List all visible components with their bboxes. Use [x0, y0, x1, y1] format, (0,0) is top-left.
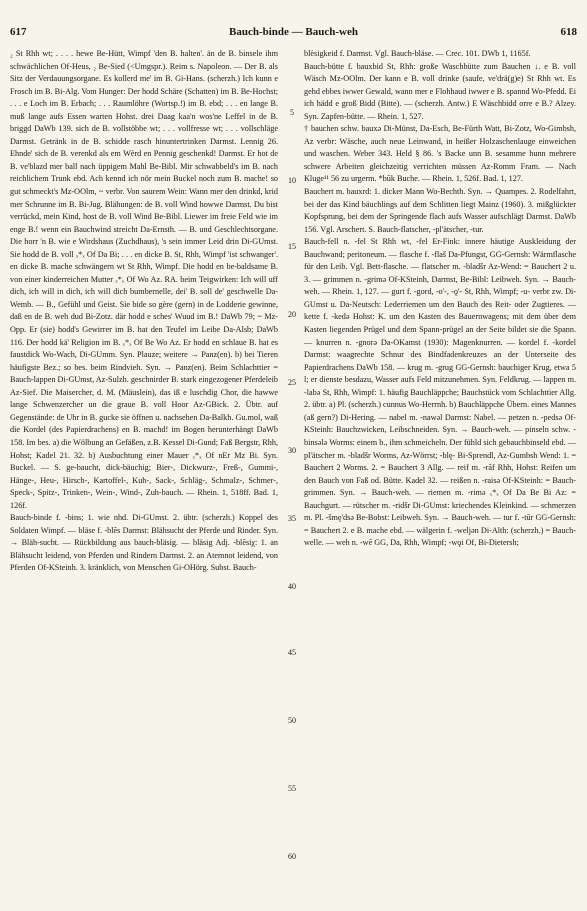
- entry-bauch-fell: Bauch-fell n. -fel St Rhh wt, -fel Er-Fink: innere häutige Auskleidung der Bauchwand; peritoneum. — flasche f. -flaš Da-Pfungst, GG-Gernsh: Wärmflasche für den Leib. Vgl. Bett-flasche. — flatscher m. -bladšr Az-Wend: = Bauchert 2 u. 3. — grimmen n. -grimə Of-KSteinh, Darmst, Be-Bibl: Leibweh. Syn. → Bauch-weh. — Rhein. 1, 127. — gurt f. -gord, -o'-, -ǫ'- St, Rhh, Wimpf; -u- verbr zw. Di-GUmst u. Da-Neutsch: Lederriemen um den Bauch des Reit- oder Zugtieres. — kette f. -kedə Hohst: K. um den Kasten des Bauernwagens; mit dem über dem Kasten liegenden Prügel und dem Spann-prügel an der Seite bildet sie die Spann. — knurren n. -gnorə Da-OKamst (1930): Magenknurren. — kordel f. -kordel Darmst: waagrechte Schnur des Bindfadenkreuzes an der Unterseite des Papierdrachens DaWb 158. — krug m. -grug GG-Gernsh: bauchiger Krug, etwa 5 l; er dienste besdazu, Wasser aufs Feld mitzunehmen. Syn. Feldkrug. — lappen m. -labə St, Rhh, Wimpf: 1. häufig Bauchläppche; Bauchstück vom Schlachttier Allg. 2. übtr. a) Pl. (scherzh.) cunnus Wo-Herrnh. b) Bauchläppche Übern. eines Mannes (aß gern?) Di-Hering. — nabel m. -nawəl Darmst: Nabel. — petzen n. -pedsə Of-KSteinh: Bauchzwicken, Leibschneiden. Syn. → Bauch-weh. — pinseln schw. -binsələ Worms: einem b., ihm schmeicheln. Der fühld sich gebauchbinseld ebd. — pl'ätscher m. -bladšr Worms, Az-Wörrst; -blę- Bi-Sprendl, Az-Gumbsh Wend: 1. = Bauchert 2 Worms. 2. = Bauchert 3 Allg. — reif m. -rāf Rhh, Hohst: Reifen um den Bauch von Faß od. Bütte. Kadel 32. — reißen n. -raisə Of-KSteinh: = Bauch-grimmen. Syn. → Bauch-weh. — riemen m. -rimə ₓ*ₓ Of Da Be Bi Az: = Bauchgurt. — rütscher m. -ridšr Di-GUmst: kriechendes Kleinkind. — schmerzen m. Pl. -šmę'dsə Be-Bobst: Leibweh. Syn. → Bauch-weh. — tur f. -tūr GG-Gernsh: = Bauchert 2. e B. mache ebd. — wälgerin f. -weljən Di-Alth: (scherzh.) = Bauch-welle. — weh n. -wē GG, Da, Rhh, Wimpf; -wǫi Of, Bi-Dietersh;: [304, 237, 576, 548]
- left-page-number: 617: [10, 26, 27, 38]
- entry-bauchert: Bauchert m. bauxrd: 1. dicker Mann Wo-Bechth. Syn. → Quampes. 2. Rodelfahrt, bei der das Kind bäuchlings auf dem Schlitten liegt Mainz (1960). 3. mißglückter Kopfsprung, bei dem der Springende flach aufs Wasser aufschlägt Darmst. DaWb 156. Vgl. Arschert. S. Bauch-flatscher, -pl'ätscher, -tur.: [304, 187, 576, 234]
- page-header: [10, 26, 577, 46]
- entry-bauch-blaesigkeit: blèsigkeid f. Darmst. Vgl. Bauch-bläse. — Crec. 101. DWb 1, 1165f.: [304, 49, 531, 58]
- line-number: 20: [288, 310, 296, 319]
- right-page-number: 618: [560, 26, 577, 38]
- entry-bauchen: † bauchen schw. bauxə Di-Münst, Da-Esch, Be-Fürth Watt, Bi-Zotz, Wo-Gimbsh, Az verbr: Wäsche, auch neue Leinwand, in heißer Holzaschenlauge einweichen und waschen. Weber 343. Held § 86. 's Backe unn B. sesamme hunn mehrere schwere Arbeiten gleichzeitig verrichten müssen Az-Romm Fram. — Nach Kluge¹¹ 56 zu urgerm. *būk Buche. — Rhein. 1, 526f. Bad. 1, 127.: [304, 124, 576, 184]
- line-number: 30: [288, 446, 296, 455]
- entry-bauch-buette: Bauch-bütte f. bauxbid St, Rhh: große Waschbütte zum Bauchen ↓. e B. voll Wäsch Mz-OOlm. Der kann e B. voll drinke (saufe, ve'drä(g)e) St Rhh wt. Es gehd ebbes iwwer Gewald, wann mer e Flohhaud iwwer e B. spannd Wo-Pfedd. Ei ich hädd e groß Bidd (Bitte). — (scherzh. Antw.) E Wäschbidd orre e B.? Alzey. Syn. Zapfen-bütte. — Rhein. 1, 527.: [304, 61, 576, 121]
- line-number: 55: [288, 784, 296, 793]
- line-number-margin: [282, 48, 302, 896]
- left-column: [10, 48, 278, 896]
- line-number: 15: [288, 242, 296, 251]
- line-number: 10: [288, 176, 296, 185]
- line-number: 35: [288, 514, 296, 523]
- line-number: 40: [288, 582, 296, 591]
- running-head: Bauch-binde — Bauch-weh: [229, 26, 358, 38]
- line-number: 50: [288, 716, 296, 725]
- entry-bauch-continued: ₂ St Rhh wt; . . . . hewe Be-Hütt, Wimpf 'den B. halten'. än de B. binsele ihm schwächlichen Of-Heus, ₂ Be-Sied (<Umgspr.). Reim s. Napoleon. — Der B. als Sitz der Verdauungsorgane. Es kollerd me' im B. Gi-Hans. (scherzh.) Ich kunn e Frosch im B. Bi-Alg. Vom Hunger: Der hodd Schäre (Schatten) im B. Be-Hochst; . . . e Loch im B. Erbach; . . . Raumlöhre (Wortsp.!) im B. ebd; . . . en lange B. muß lange aufs Essen warten Hohst. drei Daag kaa'n wos'ne Leffel in de B. briggd DaWb 139. sich de B. vollstöbbe wt; . . . vollfresse wt; . . . vollschläge Darmst. Getränk in de B. schidde rasch hinuntertrinken Darmst. Lennig 26. Ehnde' sich de B. verenkd als em Wèrd en Pennig geschenkd! Darmst. Er hot de B. ve'blazd mer ball nach üppigem Mahl Be-Bibl. Mir schwabbeld's im B. nach reichlichem Trunk ebd. Ach kennd ich nör mein Buckel noch zum B. mache! so gut schmeckt's Mz-OOlm, ~ verbr. Von saurem Wein: Wann mer den drinkd, krid mer Schrunne im B. Bi-Jug. Blähungen: de B. voll Wind howwe Darmst. Du bist verrückd, mein Kind, host de B. voll Wind Be-Bibl. Liewer im freie Feld wie im enge B.! wenn ein Bauchwind streicht Da-Ernsth. — B. und Geschlechtsorgane. Die horr 'n B. wie e Wirdshaus (Zuchdhaus), 's sein immer Leid drin Di-GUmst. Sie hodd de B. voll ₓ*ₓ Of Da Bi; . . . en dicke B. St, Rhh, Wimpf 'ist schwanger'. en dicke B. mache schwängern wt St Rhh, Wimpf. Die hodd en be-baldsame B. von einer kinderreichen Mutter ₓ*ₓ Of Wo Az. RA. beim Teigwirken: Ich will uff dich, ich will in dich, ich will dich bumbernelle, dei' B. soll de' geschwelle Da-Wemb. — B., Gefühl und Geist. Sie bide so gère (gern) in de Lodderie gewinne, daß en de B. weh dud Bi-Zotz. där hodd e sches' Wuud im B.! DaWb 79; ~ Mz-Opp. Er (sie) hodd's Gewirrer im B. hat den Teufel im Leibe Da-Alsb; DaWb 116. Der hodd kä' Religion im B. ₓ*ₓ Of Be Wo Az. Er hodd en schlauе B. hat es faustdick Wo-Wach, Di-GUmm. Syn. Plauze; weitere → Panz(en). b) bei Tieren häufigste Bez.; so bes. beim Rindvieh. Syn. → Panz(en). Beim Schlachttier = Bauch-lappen Di-GUmst, Az-Sulzh. geschnirder B. stark eingezogener Pferdeleib Az-Sief. Die Maisercher, d. M. (Mäuslein), das iß e luschdig Chor, die hawwe lange Schwenzercher un die graue B. voll Hoor Az-GBick. 2. Übtr. auf Gegenstände: de Uhr in B. gucke sie öffnen u. nachsehen Da-Balkh. Gu.mol, waß die Kordel (des Papierdrachens) en B. machd! im Bogen herunterhängt DaWb 158. Im bes. a) die Wölbung an Gefäßen, z.B. Kessel Di-Gund; Faß Bergstr, Rhh, Hohst; Kadel 21. 32. b) Ausbuchtung einer Mauer ₓ*ₓ Of nEr Mz Bi. Syn. Buckel. — S. ge-baucht, dick-bäuchig; Bier-, Dickwurz-, Freß-, Gummi-, Hänge-, Heu-, Hirsch-, Kartoffel-, Kuh-, Sack-, Schläg-, Schmalz-, Schmer-, Speck-, Spitz-, Trinken-, Wein-, Wind-, Zuh-bauch. — Rhein. 1, 518ff. Bad. 1, 126f.: [10, 49, 278, 510]
- right-column: [304, 48, 576, 896]
- line-number: 5: [290, 108, 294, 117]
- entry-bauch-binde: Bauch-binde f. -bins; 1. wie nhd. Di-GUmst. 2. übtr. (scherzh.) Koppel des Soldaten Wimpf. — bläse f. -blēs Darmst: Blähsucht der Pferde und Rinder. Syn. → Bläh-sucht. — Rückbildung aus bauch-bläsig. — bläsig Adj. -blēsiχ: 1. an Blähsucht leidend, von Pferden und Rindern Darmst. 2. an Atemnot leidend, von Pferden Of-KSteinh. 3. kränklich, von Menschen Gi-OHörg. Subst. Bauch-: [10, 513, 278, 573]
- line-number: 60: [288, 852, 296, 861]
- line-number: 25: [288, 378, 296, 387]
- line-number: 45: [288, 648, 296, 657]
